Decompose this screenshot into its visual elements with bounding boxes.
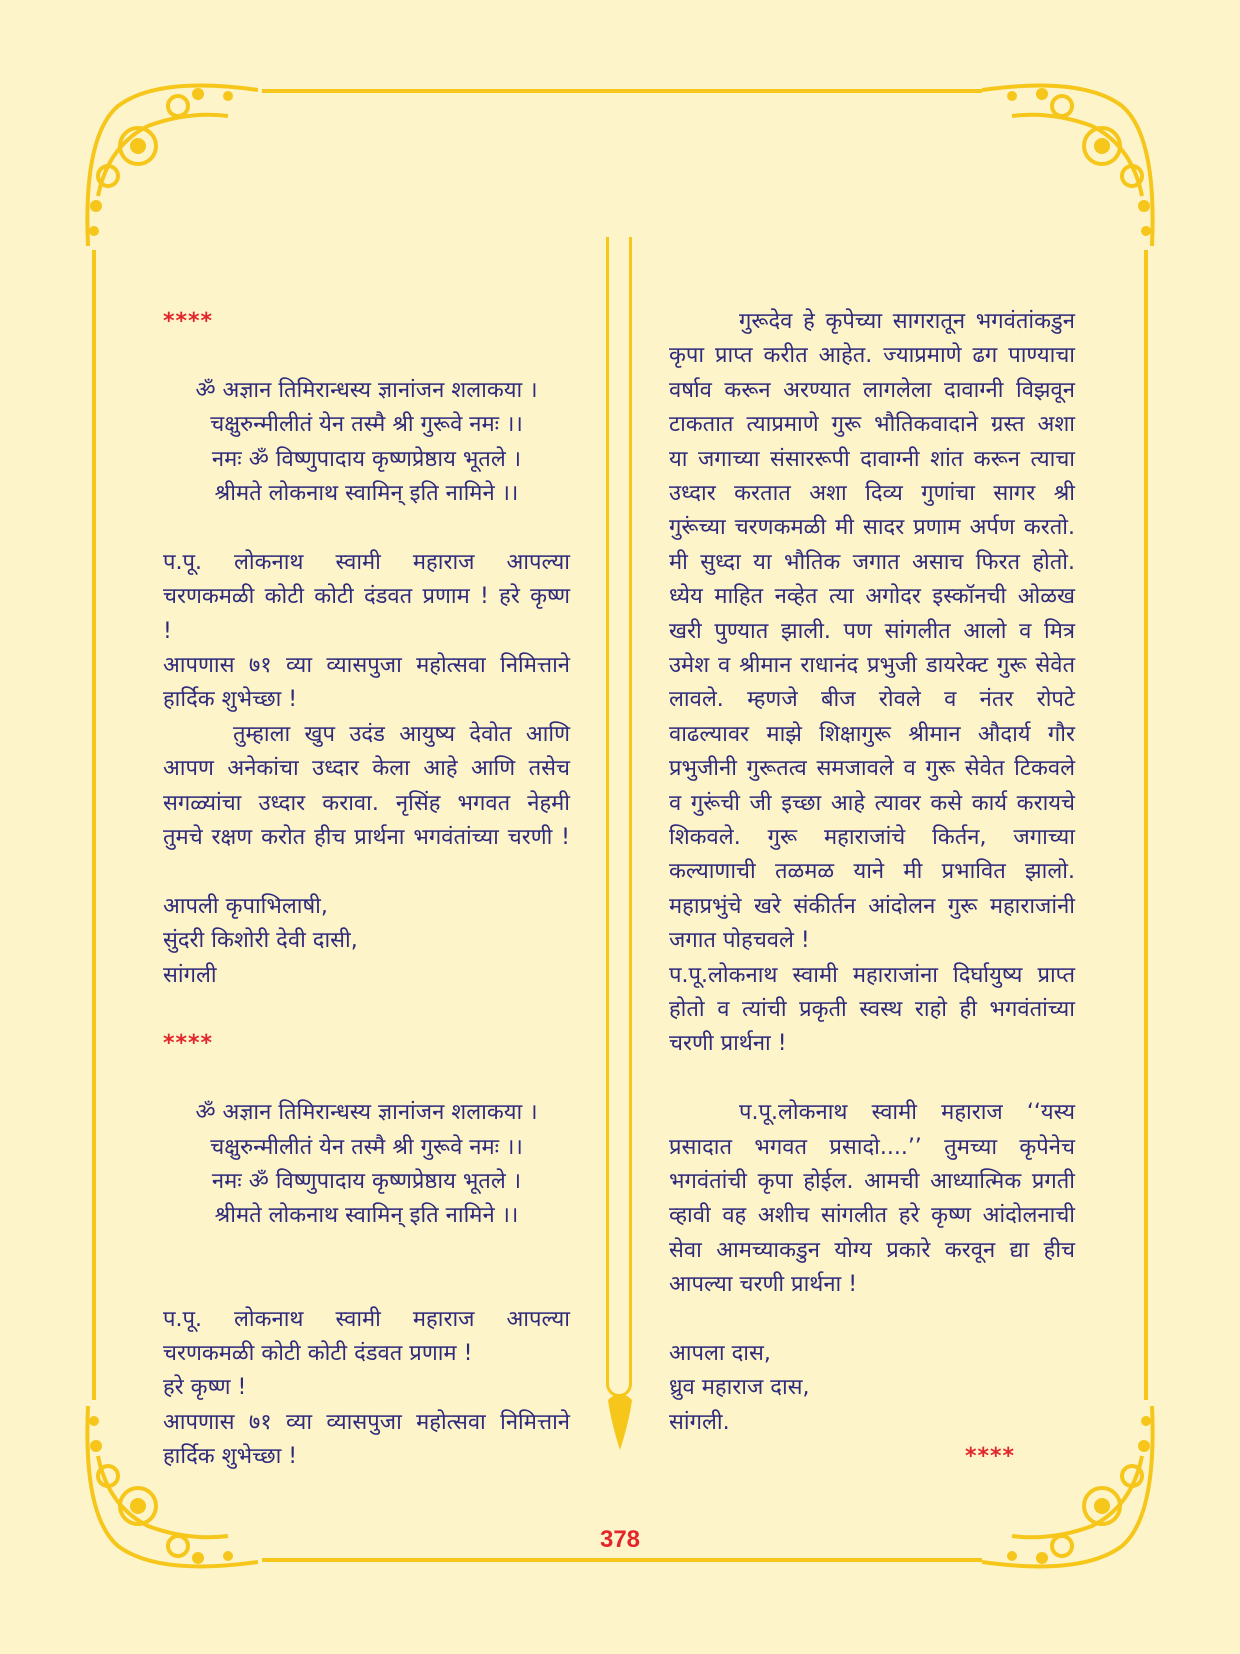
text-line: वाढल्यावर माझे शिक्षागुरू श्रीमान औदार्य गौर: [669, 721, 1075, 747]
text-line: प्रसादात भगवत प्रसादो....’’ तुमच्या कृपेनेच: [669, 1134, 1075, 1160]
border-left: [92, 250, 96, 1400]
blank-line: [163, 339, 570, 373]
text-line: लावले. म्हणजे बीज रोवले व नंतर रोपटे: [669, 687, 1075, 713]
text-line: सगळ्यांचा उध्दार करावा. नृसिंह भगवत नेहमी: [163, 790, 570, 816]
text-line: चरणी प्रार्थना !: [669, 1031, 787, 1057]
text-line: महाप्रभुंचे खरे संकीर्तन आंदोलन गुरू महाराजांनी: [669, 893, 1075, 919]
text-line: हार्दिक शुभेच्छा !: [163, 687, 298, 713]
text-line: प.पू.लोकनाथ स्वामी महाराज ‘‘यस्य: [739, 1100, 1075, 1126]
border-top: [262, 89, 982, 93]
text-line: उध्दार करतात अशा दिव्य गुणांचा सागर श्री: [669, 481, 1075, 506]
text-line: तुमचे रक्षण करोत हीच प्रार्थना भगवंतांच्या चरणी !: [163, 825, 570, 850]
text-line: चरणकमळी कोटी कोटी दंडवत प्रणाम !: [163, 1341, 473, 1366]
text-line: जगात पोहचवले !: [669, 928, 810, 954]
text-line: आपणास ७१ व्या व्यासपुजा महोत्सवा निमित्ताने: [163, 1409, 570, 1435]
text-line: गुरूंच्या चरणकमळी मी सादर प्रणाम अर्पण करतो.: [669, 515, 1075, 541]
text-line: श्रीमते लोकनाथ स्वामिन् इति नामिने ।।: [214, 481, 519, 506]
separator-stars: ****: [163, 1031, 214, 1057]
page-number: 378: [599, 1526, 641, 1553]
text-line: सांगली.: [669, 1409, 730, 1435]
text-line: चक्षुरुन्मीलीतं येन तस्मै श्री गुरूवे नमः ।।: [210, 412, 523, 438]
text-line: तुम्हाला खुप उदंड आयुष्य देवोत आणि: [233, 721, 570, 747]
drop-ornament-icon: [607, 1392, 633, 1450]
column-divider: [606, 237, 632, 1397]
text-line: सांगली: [163, 962, 217, 988]
blank-line: [669, 1062, 1075, 1096]
text-line: व गुरूंची जी इच्छा आहे त्यावर कसे कार्य करायचे: [669, 790, 1075, 816]
separator-stars: ****: [964, 1444, 1015, 1470]
blank-line: [163, 855, 570, 889]
text-line: प्रभुजीनी गुरूतत्व समजावले व गुरू सेवेत टिकवले: [669, 756, 1075, 782]
text-line: ध्येय माहित नव्हेत त्या अगोदर इस्कॉनची ओळख: [669, 584, 1075, 610]
text-line: प.पू.लोकनाथ स्वामी महाराजांना दिर्घायुष्य प्राप्त: [669, 962, 1075, 988]
text-line: ॐ अज्ञान तिमिरान्धस्य ज्ञानांजन शलाकया ।: [195, 377, 538, 403]
text-line: कृपा प्राप्त करीत आहेत. ज्याप्रमाणे ढग पाण्याचा: [669, 343, 1075, 369]
text-line: होतो व त्यांची प्रकृती स्वस्थ राहो ही भगवंतांच्या: [669, 997, 1075, 1022]
text-line: श्रीमते लोकनाथ स्वामिन् इति नामिने ।।: [214, 1203, 519, 1229]
text-line: वर्षाव करून अरण्यात लागलेला दावाग्नी विझवून: [669, 377, 1075, 403]
text-line: !: [163, 618, 172, 644]
text-line: आपण अनेकांचा उध्दार केला आहे आणि तसेच: [163, 756, 570, 782]
text-line: चरणकमळी कोटी कोटी दंडवत प्रणाम ! हरे कृष्ण: [163, 584, 570, 610]
text-line: आपणास ७१ व्या व्यासपुजा महोत्सवा निमित्ताने: [163, 653, 570, 678]
blank-line: [163, 511, 570, 545]
text-line: नमः ॐ विष्णुपादाय कृष्णप्रेष्ठाय भूतले ।: [211, 446, 522, 472]
text-line: आपली कृपाभिलाषी,: [163, 893, 328, 919]
text-line: हरे कृष्ण !: [163, 1375, 247, 1401]
blank-line: [669, 1303, 1075, 1337]
blank-line: [163, 1234, 570, 1268]
text-line: प.पू. लोकनाथ स्वामी महाराज आपल्या: [163, 549, 570, 575]
blank-line: [163, 1062, 570, 1096]
text-line: टाकतात त्याप्रमाणे गुरू भौतिकवादाने ग्रस्त अशा: [669, 412, 1075, 438]
text-line: ॐ अज्ञान तिमिरान्धस्य ज्ञानांजन शलाकया ।: [195, 1100, 538, 1126]
text-line: शिकवले. गुरू महाराजांचे किर्तन, जगाच्या: [669, 825, 1075, 850]
floral-corner-icon: [982, 76, 1162, 256]
text-line: गुरूदेव हे कृपेच्या सागरातून भगवंतांकडुन: [739, 309, 1075, 334]
text-line: सेवा आमच्याकडुन योग्य प्रकारे करवून द्या हीच: [669, 1237, 1075, 1263]
text-line: आपल्या चरणी प्रार्थना !: [669, 1272, 858, 1298]
text-line: आपला दास,: [669, 1341, 771, 1366]
text-line: नमः ॐ विष्णुपादाय कृष्णप्रेष्ठाय भूतले ।: [211, 1169, 522, 1194]
text-line: ध्रुव महाराज दास,: [669, 1375, 810, 1401]
text-line: भगवंतांची कृपा होईल. आमची आध्यात्मिक प्रगती: [669, 1169, 1075, 1194]
text-line: सुंदरी किशोरी देवी दासी,: [163, 928, 358, 954]
separator-stars: ****: [163, 309, 214, 334]
text-line: हार्दिक शुभेच्छा !: [163, 1444, 298, 1470]
text-line: प.पू. लोकनाथ स्वामी महाराज आपल्या: [163, 1306, 570, 1332]
text-line: व्हावी वह अशीच सांगलीत हरे कृष्ण आंदोलनाची: [669, 1203, 1075, 1229]
text-line: खरी पुण्यात झाली. पण सांगलीत आलो व मित्र: [669, 618, 1075, 644]
border-right: [1144, 250, 1148, 1400]
blank-line: [163, 993, 570, 1027]
border-bottom: [262, 1558, 982, 1562]
text-line: या जगाच्या संसाररूपी दावाग्नी शांत करून त्याचा: [669, 446, 1075, 472]
blank-line: [163, 1268, 570, 1302]
text-line: कल्याणाची तळमळ याने मी प्रभावित झालो.: [669, 859, 1075, 885]
text-line: चक्षुरुन्मीलीतं येन तस्मै श्री गुरूवे नमः ।।: [210, 1134, 523, 1160]
text-line: मी सुध्दा या भौतिक जगात असाच फिरत होतो.: [669, 549, 1075, 575]
floral-corner-icon: [78, 76, 258, 256]
text-line: उमेश व श्रीमान राधानंद प्रभुजी डायरेक्ट गुरू सेवेत: [669, 653, 1075, 678]
